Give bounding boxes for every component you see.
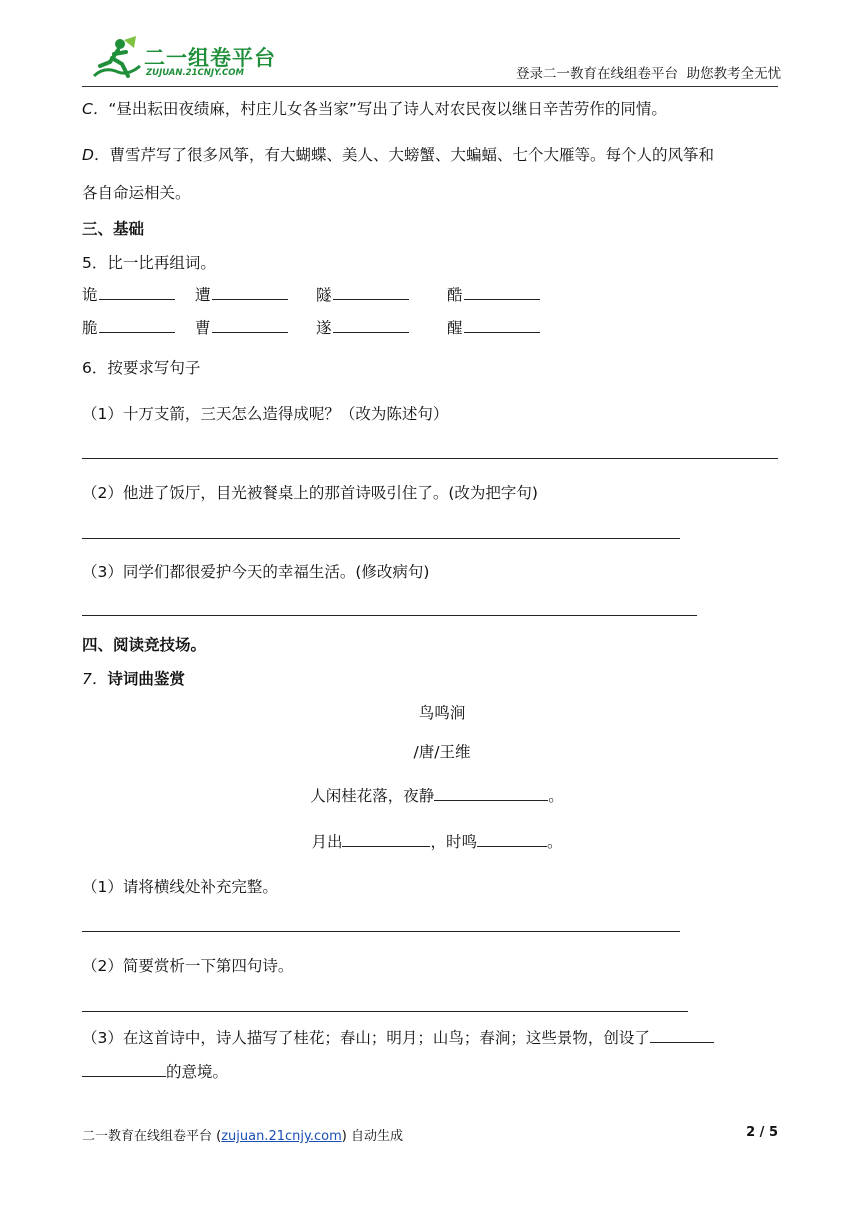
- poem-punct: 。: [547, 833, 563, 851]
- word-cell: [195, 285, 288, 305]
- q7-text: 诗词曲鉴赏: [107, 670, 185, 688]
- q5-text: 比一比再组词。: [107, 254, 216, 272]
- word-cell: [195, 318, 288, 338]
- q6: [82, 358, 200, 378]
- q7-number: 7．: [82, 670, 108, 688]
- header-divider: [82, 86, 778, 87]
- q7-item-2: （2）简要赏析一下第四句诗。: [82, 957, 294, 975]
- header-slogan: 登录二一教育在线组卷平台 助您教考全无忧: [516, 66, 782, 82]
- option-d: [82, 145, 714, 165]
- char: 遭: [195, 286, 211, 304]
- blank-field[interactable]: [212, 285, 288, 300]
- q6-item-3: （3）同学们都很爱护今天的幸福生活。(修改病句): [82, 563, 430, 581]
- q7-item-3-text: （3）在这首诗中，诗人描写了桂花；春山；明月；山鸟；春涧；这些景物，创设了: [82, 1029, 650, 1047]
- q5: [82, 253, 216, 273]
- q7: [82, 669, 185, 689]
- footer-text: 二一教育在线组卷平台 (: [82, 1129, 222, 1144]
- char: 遂: [316, 319, 332, 337]
- poem-title: 鸟鸣涧: [418, 704, 466, 722]
- blank-field[interactable]: [464, 318, 540, 333]
- q6-item-1: （1）十万支箭，三天怎么造得成呢？（改为陈述句）: [82, 405, 449, 423]
- char: 脆: [82, 319, 98, 337]
- blank-field[interactable]: [342, 832, 430, 847]
- footer-link[interactable]: zujuan.21cnjy.com: [221, 1129, 342, 1144]
- poem-punct: 。: [548, 787, 564, 805]
- char: 诡: [82, 286, 98, 304]
- poem-text: ，时鸣: [430, 833, 477, 851]
- q5-number: 5．: [82, 254, 108, 272]
- blank-field[interactable]: [99, 318, 175, 333]
- footer-left: [82, 1125, 403, 1144]
- poem-line-1: [0, 786, 860, 806]
- blank-field[interactable]: [212, 318, 288, 333]
- option-c: [82, 99, 667, 119]
- page-number: 2 / 5: [746, 1125, 778, 1140]
- header-logo: [84, 36, 284, 82]
- footer-text: ) 自动生成: [341, 1129, 403, 1144]
- blank-field[interactable]: [333, 318, 409, 333]
- runner-logo-icon: [84, 36, 144, 82]
- blank-field[interactable]: [434, 786, 548, 801]
- option-d-text: 曹雪芹写了很多风筝，有大蝴蝶、美人、大螃蟹、大蝙蝠、七个大雁等。每个人的风筝和: [109, 146, 714, 164]
- q6-text: 按要求写句子: [107, 359, 201, 377]
- char: 酷: [447, 286, 463, 304]
- q7-item-3-end: 的意境。: [166, 1063, 229, 1081]
- option-d-label: D．: [82, 146, 110, 164]
- blank-field[interactable]: [82, 1062, 166, 1077]
- q7-item-3-line2: [82, 1062, 228, 1082]
- answer-line[interactable]: [82, 538, 680, 539]
- section4-title: 四、阅读竞技场。: [82, 636, 207, 654]
- q7-item-3: [82, 1028, 714, 1048]
- q6-number: 6．: [82, 359, 108, 377]
- blank-field[interactable]: [650, 1028, 714, 1043]
- q7-item-1: （1）请将横线处补充完整。: [82, 878, 278, 896]
- answer-line[interactable]: [82, 458, 778, 459]
- option-c-label: C．: [82, 100, 109, 118]
- word-cell: [82, 318, 175, 338]
- option-d-line2: 各自命运相关。: [82, 184, 191, 202]
- poem-text: 月出: [311, 833, 343, 851]
- word-cell: [447, 318, 540, 338]
- word-cell: [316, 318, 409, 338]
- word-cell: [447, 285, 540, 305]
- blank-field[interactable]: [333, 285, 409, 300]
- q6-item-2: （2）他进了饭厅，目光被餐桌上的那首诗吸引住了。(改为把字句): [82, 484, 538, 502]
- char: 醒: [447, 319, 463, 337]
- answer-line[interactable]: [82, 615, 697, 616]
- word-cell: [316, 285, 409, 305]
- blank-field[interactable]: [464, 285, 540, 300]
- word-cell: [82, 285, 175, 305]
- char: 隧: [316, 286, 332, 304]
- section3-title: 三、基础: [82, 220, 145, 238]
- answer-line[interactable]: [82, 1011, 688, 1012]
- option-c-text: “昼出耘田夜绩麻，村庄儿女各当家”写出了诗人对农民夜以继日辛苦劳作的同情。: [108, 100, 667, 118]
- poem-author: /唐/王维: [413, 743, 471, 761]
- poem-line-2: [0, 832, 860, 852]
- poem-text: 人闲桂花落，夜静: [310, 787, 435, 805]
- logo-url: ZUJUAN.21CNJY.COM: [146, 68, 244, 78]
- logo-title: 二一组卷平台: [144, 46, 276, 70]
- answer-line[interactable]: [82, 931, 680, 932]
- char: 曹: [195, 319, 211, 337]
- blank-field[interactable]: [477, 832, 547, 847]
- blank-field[interactable]: [99, 285, 175, 300]
